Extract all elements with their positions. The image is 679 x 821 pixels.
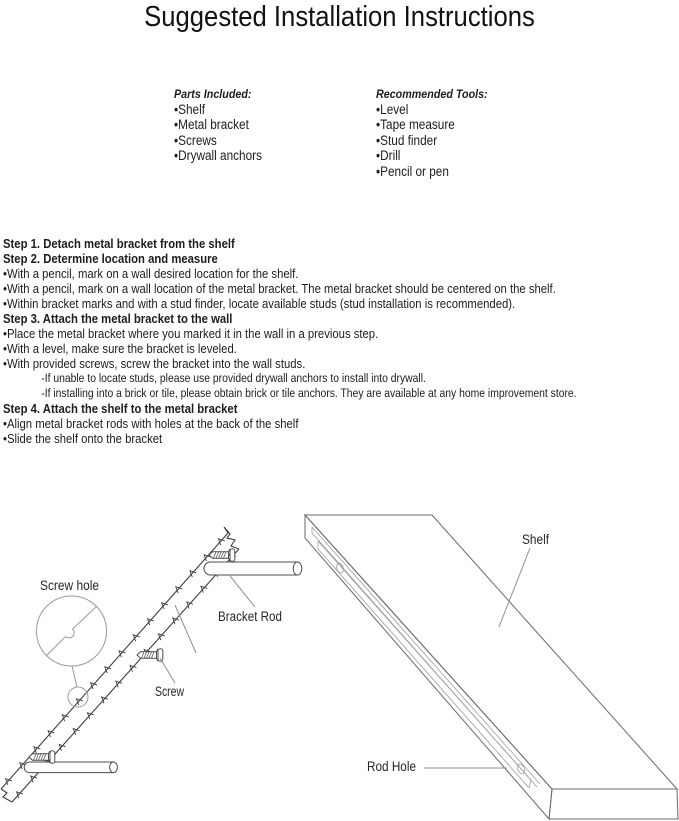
bracket-rod-bottom	[24, 762, 113, 773]
screw-hole-label: Screw hole	[40, 577, 100, 593]
tool-item: • Pencil or pen	[376, 164, 488, 179]
part-item: • Drywall anchors	[174, 148, 262, 163]
bracket-rod-leader	[230, 576, 255, 607]
recommended-tools-list	[376, 87, 488, 179]
leader-lines	[160, 548, 530, 768]
step-4-bullet: • Slide the shelf onto the bracket	[3, 431, 679, 446]
step-2-bullet: • With a pencil, mark on a wall location of the metal bracket. The metal bracket should be centered on the shelf.	[3, 281, 679, 296]
part-item: • Shelf	[174, 102, 262, 117]
tool-item: • Level	[376, 102, 488, 117]
shelf-back-channel	[312, 527, 540, 788]
bracket-rod-label: Bracket Rod	[218, 608, 282, 624]
step-3-heading: Step 3. Attach the metal bracket to the wall	[3, 311, 233, 326]
magnified-screw-hole	[66, 629, 75, 638]
bracket-rods-drawing	[24, 562, 302, 773]
shelf-label: Shelf	[522, 531, 550, 547]
installation-diagram	[0, 476, 679, 821]
tool-item: • Stud finder	[376, 133, 488, 148]
step-2-bullet: • With a pencil, mark on a wall desired location for the shelf.	[3, 266, 679, 281]
instruction-steps	[3, 236, 679, 446]
step-2-heading: Step 2. Determine location and measure	[3, 251, 218, 266]
step-3-bullet: • With a level, make sure the bracket is leveled.	[3, 341, 679, 356]
rod-hole-left	[335, 562, 344, 573]
part-item: • Screws	[174, 133, 262, 148]
step-2-bullet: • Within bracket marks and with a stud finder, locate available studs (stud installation is recommended).	[3, 296, 679, 311]
step-3-subnote: -If installing into a brick or tile, please obtain brick or tile anchors. They are available at any home improvement store.	[41, 386, 577, 400]
parts-heading: Parts Included:	[174, 87, 252, 101]
shelf-leader	[499, 548, 530, 627]
step-3-bullet: • With provided screws, screw the bracket into the wall studs.	[3, 356, 679, 371]
part-item: • Metal bracket	[174, 117, 262, 132]
tool-item: • Tape measure	[376, 117, 488, 132]
bracket-rod-top	[204, 562, 297, 575]
step-3-bullet: • Place the metal bracket where you marked it in the wall in a previous step.	[3, 326, 679, 341]
tools-heading: Recommended Tools:	[376, 87, 488, 101]
screw-leader	[160, 658, 175, 683]
screw-middle	[137, 649, 163, 662]
screw-label: Screw	[155, 683, 185, 699]
step-1-heading: Step 1. Detach metal bracket from the shelf	[3, 236, 235, 251]
step-3-subnote: -If unable to locate studs, please use provided drywall anchors to install into drywall.	[41, 371, 426, 385]
screw-hole-magnifier	[37, 596, 107, 707]
shelf-drawing	[305, 515, 678, 819]
bracket-leader	[175, 605, 196, 653]
step-4-bullet: • Align metal bracket rods with holes at the back of the shelf	[3, 416, 679, 431]
parts-included-list	[174, 87, 262, 164]
rod-hole-label: Rod Hole	[367, 758, 417, 774]
page-title: Suggested Installation Instructions	[144, 1, 535, 33]
step-4-heading: Step 4. Attach the shelf to the metal bracket	[3, 401, 238, 416]
tool-item: • Drill	[376, 148, 488, 163]
